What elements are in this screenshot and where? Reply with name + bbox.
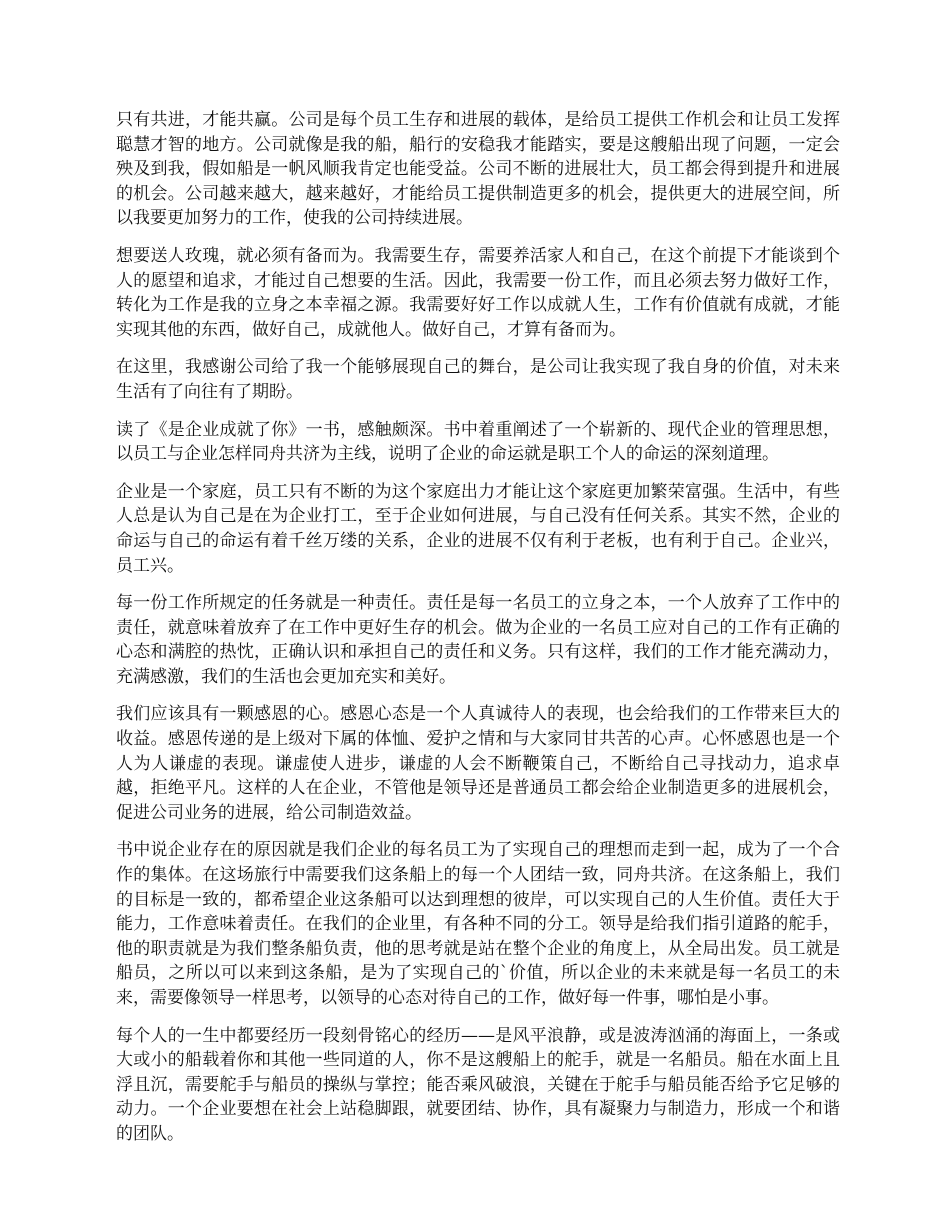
paragraph-5: 企业是一个家庭，员工只有不断的为这个家庭出力才能让这个家庭更加繁荣富强。生活中，有些人总是认为自己是在为企业打工，至于企业如何进展，与自己没有任何关系。其实不然，企业的命运与自己的命运有着千丝万缕的关系，企业的进展不仅有利于老板，也有利于自己。企业兴，员工兴。 [116,481,840,576]
paragraph-1: 只有共进，才能共赢。公司是每个员工生存和进展的载体，是给员工提供工作机会和让员工发挥聪慧才智的地方。公司就像是我的船，船行的安稳我才能踏实，要是这艘船出现了问题，一定会殃及到我，假如船是一帆风顺我肯定也能受益。公司不断的进展壮大，员工都会得到提升和进展的机会。公司越来越大，越来越好，才能给员工提供制造更多的机会，提供更大的进展空间，所以我要更加努力的工作，使我的公司持续进展。 [116,110,840,229]
paragraph-4: 读了《是企业成就了你》一书，感触颇深。书中着重阐述了一个崭新的、现代企业的管理思想，以员工与企业怎样同舟共济为主线，说明了企业的命运就是职工个人的命运的深刻道理。 [116,419,840,465]
paragraph-3: 在这里，我感谢公司给了我一个能够展现自己的舞台，是公司让我实现了我自身的价值，对未来生活有了向往有了期盼。 [116,357,840,402]
document-body [116,108,840,1160]
paragraph-6: 每一份工作所规定的任务就是一种责任。责任是每一名员工的立身之本，一个人放弃了工作中的责任，就意味着放弃了在工作中更好生存的机会。做为企业的一名员工应对自己的工作有正确的心态和满腔的热忱，正确认识和承担自己的责任和义务。只有这样，我们的工作才能充满动力，充满感激，我们的生活也会更加充实和美好。 [116,593,840,687]
paragraph-2: 想要送人玫瑰，就必须有备而为。我需要生存，需要养活家人和自己，在这个前提下才能谈到个人的愿望和追求，才能过自己想要的生活。因此，我需要一份工作，而且必须去努力做好工作，转化为工作是我的立身之本幸福之源。我需要好好工作以成就人生，工作有价值就有成就，才能实现其他的东西，做好自己，成就他人。做好自己，才算有备而为。 [116,245,840,340]
paragraph-7: 我们应该具有一颗感恩的心。感恩心态是一个人真诚待人的表现，也会给我们的工作带来巨大的收益。感恩传递的是上级对下属的体恤、爱护之情和与大家同甘共苦的心声。心怀感恩也是一个人为人谦虚的表现。谦虚使人进步，谦虚的人会不断鞭策自己，不断给自己寻找动力，追求卓越，拒绝平凡。这样的人在企业，不管他是领导还是普通员工都会给企业制造更多的进展机会，促进公司业务的进展，给公司制造效益。 [116,704,840,823]
paragraph-9: 每个人的一生中都要经历一段刻骨铭心的经历——是风平浪静，或是波涛汹涌的海面上，一条或大或小的船载着你和其他一些同道的人，你不是这艘船上的舵手，就是一名船员。船在水面上且浮且沉，需要舵手与船员的操纵与掌控；能否乘风破浪，关键在于舵手与船员能否给予它足够的动力。一个企业要想在社会上站稳脚跟，就要团结、协作，具有凝聚力与制造力，形成一个和谐的团队。 [116,1025,840,1144]
paragraph-8: 书中说企业存在的原因就是我们企业的每名员工为了实现自己的理想而走到一起，成为了一个合作的集体。在这场旅行中需要我们这条船上的每一个人团结一致，同舟共济。在这条船上，我们的目标是一致的，都希望企业这条船可以达到理想的彼岸，可以实现自己的人生价值。责任大于能力，工作意味着责任。在我们的企业里，有各种不同的分工。领导是给我们指引道路的舵手，他的职责就是为我们整条船负责，他的思考就是站在整个企业的角度上，从全局出发。员工就是船员，之所以可以来到这条船，是为了实现自己的`价值，所以企业的未来就是每一名员工的未来，需要像领导一样思考，以领导的心态对待自己的工作，做好每一件事，哪怕是小事。 [116,840,840,1008]
